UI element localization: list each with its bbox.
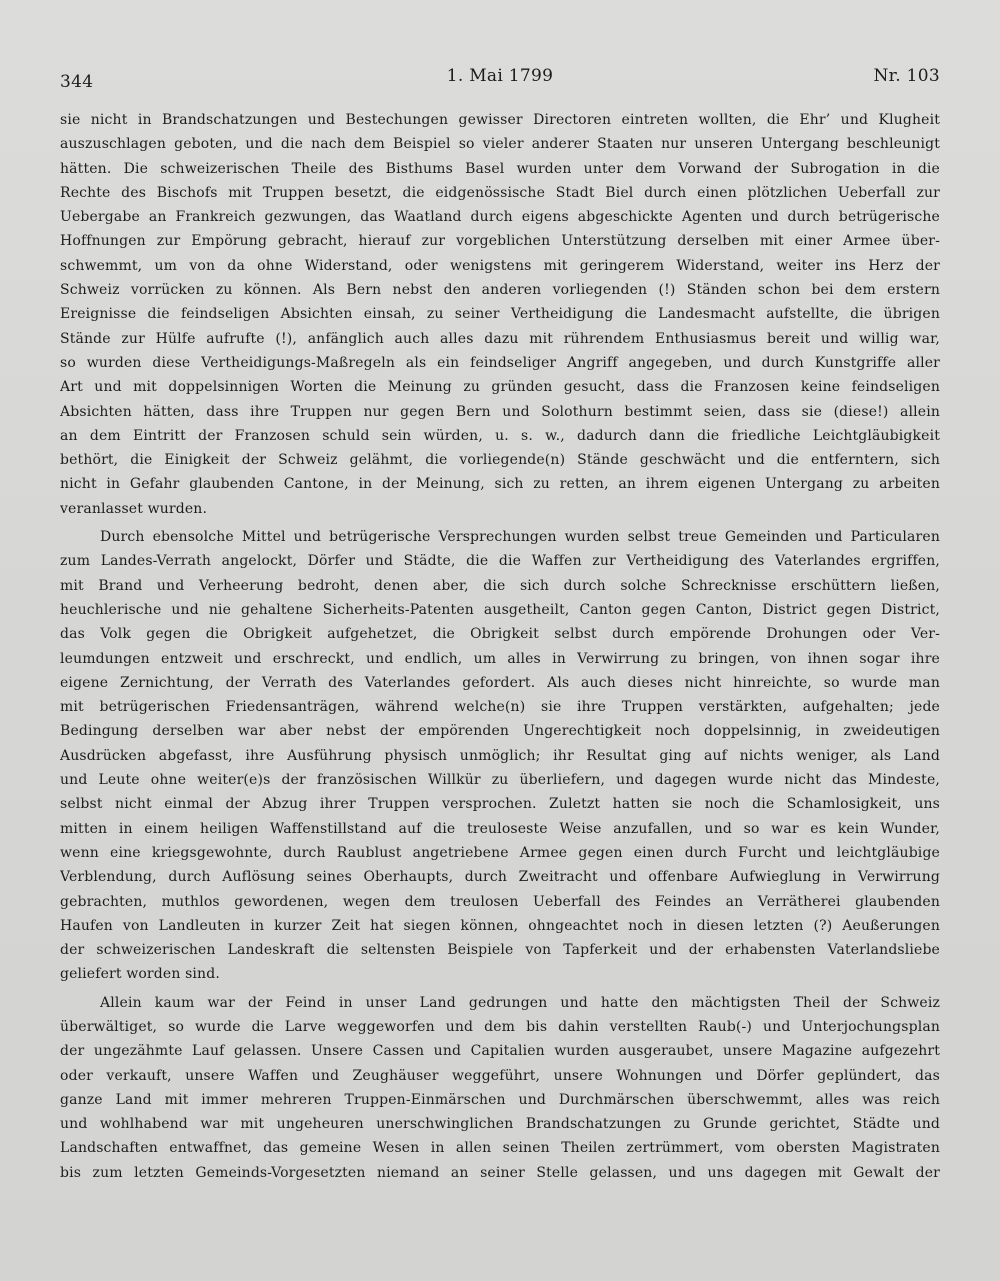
text-line: bis zum letzten Gemeinds-Vorgesetzten niemand an seiner Stelle gelassen, und uns dagegen mit Gewalt der xyxy=(60,1164,940,1181)
text-line: Art und mit doppelsinnigen Worten die Meinung zu gründen gesucht, dass die Franzosen keine feindseligen xyxy=(60,379,940,396)
text-line: Uebergabe an Frankreich gezwungen, das Waatland durch eigens abgeschickte Agenten und durch betrügerische xyxy=(60,209,940,226)
page-number: 344 xyxy=(60,72,94,92)
text-line: Rechte des Bischofs mit Truppen besetzt, die eidgenössische Stadt Biel durch einen plötzlichen Ueberfall zur xyxy=(60,184,940,201)
text-line: sie nicht in Brandschatzungen und Bestechungen gewisser Directoren eintreten wollten, die Ehr’ und Klugheit xyxy=(60,112,940,128)
text-line: der ungezähmte Lauf gelassen. Unsere Cassen und Capitalien wurden ausgeraubet, unsere Magazine aufgezehrt xyxy=(60,1043,940,1060)
text-line: schwemmt, um von da ohne Widerstand, oder wenigstens mit geringerem Widerstand, weiter ins Herz der xyxy=(60,257,940,274)
text-line: Bedingung derselben war aber nebst der empörenden Ungerechtigkeit noch doppelsinnig, in zweideutigen xyxy=(60,723,940,740)
text-line: gebrachten, muthlos gewordenen, wegen dem treulosen Ueberfall des Feindes an Verrätherei glaubenden xyxy=(60,893,940,910)
text-line: Hoffnungen zur Empörung gebracht, hierauf zur vorgeblichen Unterstützung derselben mit einer Armee über- xyxy=(60,233,940,250)
text-line: Allein kaum war der Feind in unser Land gedrungen und hatte den mächtigsten Theil der Schweiz xyxy=(100,994,940,1011)
text-line: heuchlerische und nie gehaltene Sicherheits-Patenten ausgetheilt, Canton gegen Canton, District gegen District, xyxy=(60,601,940,618)
text-line: Landschaften entwaffnet, das gemeine Wesen in allen seinen Theilen zertrümmert, vom obersten Magistraten xyxy=(60,1140,940,1157)
text-line: Ereignisse die feindseligen Absichten einsah, zu seiner Vertheidigung die Landesmacht aufstellte, die übrigen xyxy=(60,306,940,323)
text-line: mitten in einem heiligen Waffenstillstand auf die treuloseste Weise anzufallen, und so war es kein Wunder, xyxy=(60,820,940,837)
text-line: so wurden diese Vertheidigungs-Maßregeln als ein feindseliger Angriff angegeben, und durch Kunstgriffe aller xyxy=(60,354,940,371)
text-line: mit betrügerischen Friedensanträgen, während welche(n) sie ihre Truppen verstärkten, aufgehalten; jede xyxy=(60,699,940,716)
text-line: Durch ebensolche Mittel und betrügerische Versprechungen wurden selbst treue Gemeinden und Particularen xyxy=(100,529,940,546)
text-line: mit Brand und Verheerung bedroht, denen aber, die sich durch solche Schrecknisse erschüttern ließen, xyxy=(60,577,940,594)
text-line: an dem Eintritt der Franzosen schuld sein würden, u. s. w., dadurch dann die friedliche Leichtgläubigkeit xyxy=(60,427,940,444)
text-line: bethört, die Einigkeit der Schweiz gelähmt, die vorliegende(n) Stände geschwächt und die entferntern, sich xyxy=(60,452,940,469)
text-line: nicht in Gefahr glaubenden Cantone, in der Meinung, sich zu retten, an ihrem eigenen Untergang zu arbeiten xyxy=(60,476,940,493)
text-line: leumdungen entzweit und erschreckt, und endlich, um alles in Verwirrung zu bringen, von ihnen sogar ihre xyxy=(60,650,940,667)
text-line: das Volk gegen die Obrigkeit aufgehetzet, die Obrigkeit selbst durch empörende Drohungen oder Ver- xyxy=(60,626,940,643)
text-line: auszuschlagen geboten, und die nach dem Beispiel so vieler anderer Staaten nur unseren Untergang beschleunigt xyxy=(60,136,940,153)
text-line: eigene Zernichtung, der Verrath des Vaterlandes gefordert. Als auch dieses nicht hinreichte, so wurde man xyxy=(60,674,940,691)
document-number: Nr. 103 xyxy=(873,66,940,86)
text-line: selbst nicht einmal der Abzug ihrer Truppen versprochen. Zuletzt hatten sie noch die Schamlosigkeit, uns xyxy=(60,796,940,813)
text-line: der schweizerischen Landeskraft die seltensten Beispiele von Tapferkeit und der erhabensten Vaterlandsliebe xyxy=(60,942,940,959)
header-date: 1. Mai 1799 xyxy=(446,66,554,86)
text-line: Haufen von Landleuten in kurzer Zeit hat siegen können, ohngeachtet noch in diesen letzten (?) Aeußerungen xyxy=(60,917,940,934)
page-header xyxy=(60,66,940,92)
text-line: Absichten hätten, dass ihre Truppen nur gegen Bern und Solothurn bestimmt seien, dass sie (diese!) allein xyxy=(60,403,940,420)
text-line: überwältiget, so wurde die Larve weggeworfen und dem bis dahin verstellten Raub(-) und Unterjochungsplan xyxy=(60,1018,940,1035)
text-line: und wohlhabend war mit ungeheuren unerschwinglichen Brandschatzungen zu Grunde gerichtet, Städte und xyxy=(60,1116,940,1133)
text-line: zum Landes-Verrath angelockt, Dörfer und Städte, die die Waffen zur Vertheidigung des Vaterlandes ergriffen, xyxy=(60,553,940,570)
text-line: und Leute ohne weiter(e)s der französischen Willkür zu überliefern, und dagegen wurde nicht das Mindeste, xyxy=(60,772,940,789)
text-line: veranlasset wurden. xyxy=(60,500,208,517)
text-line: Schweiz vorrücken zu können. Als Bern nebst den anderen vorliegenden (!) Ständen schon bei dem erstern xyxy=(60,282,940,299)
text-line: geliefert worden sind. xyxy=(60,966,220,983)
text-line: Stände zur Hülfe aufrufte (!), anfänglich auch alles dazu mit rührendem Enthusiasmus bereit und willig war, xyxy=(60,330,940,347)
body-text xyxy=(60,108,940,1185)
paragraph xyxy=(60,108,940,521)
text-line: Ausdrücken abgefasst, ihre Ausführung physisch unmöglich; ihr Resultat ging auf nichts weniger, als Land xyxy=(60,747,940,764)
paragraph xyxy=(60,991,940,1185)
text-line: oder verkauft, unsere Waffen und Zeughäuser weggeführt, unsere Wohnungen und Dörfer geplündert, das xyxy=(60,1067,940,1084)
paragraph xyxy=(60,525,940,987)
text-line: Verblendung, durch Auflösung seines Oberhaupts, durch Zweitracht und offenbare Aufwieglung in Verwirrung xyxy=(60,869,940,886)
text-line: ganze Land mit immer mehreren Truppen-Einmärschen und Durchmärschen überschwemmt, alles was reich xyxy=(60,1091,940,1108)
text-line: wenn eine kriegsgewohnte, durch Raublust angetriebene Armee gegen einen durch Furcht und leichtgläubige xyxy=(60,844,940,861)
text-line: hätten. Die schweizerischen Theile des Bisthums Basel wurden unter dem Vorwand der Subrogation in die xyxy=(60,160,940,177)
